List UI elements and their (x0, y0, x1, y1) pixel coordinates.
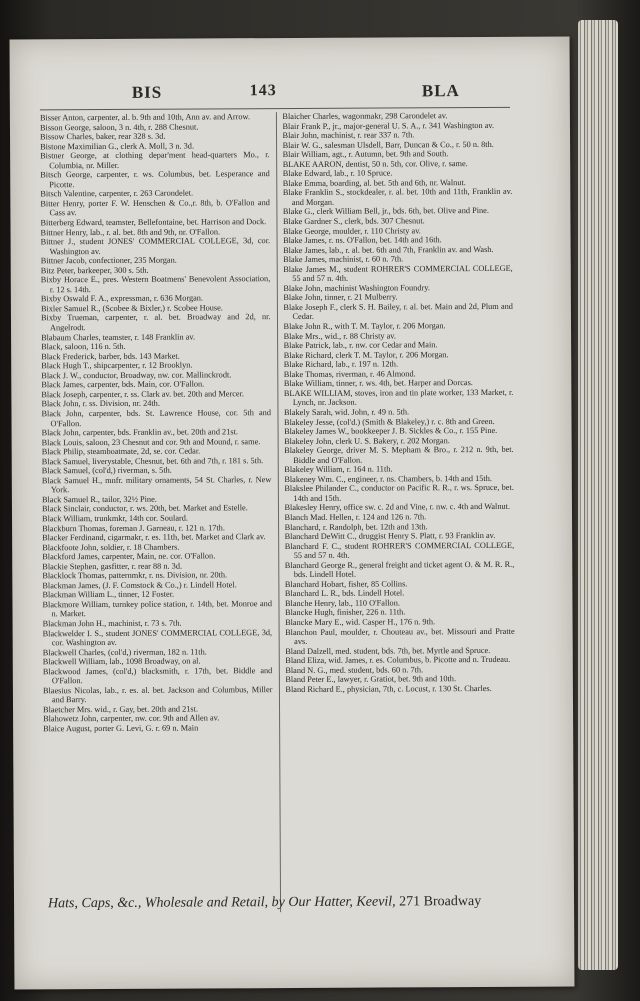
directory-entry: Black Philip, steamboatmate, 2d, se. cor. Cedar. (41, 446, 201, 457)
directory-entry: Blakeley George, driver M. S. Mepham & Bro., r. 212 n. 9th, bet. Biddle and O'Fallon. (284, 444, 514, 465)
directory-entry: Blake James, lab., r. al. bet. 6th and 7th, Franklin av. and Wash. (283, 244, 494, 255)
directory-entry: Blackford James, carpenter, Main, ne. cor. O'Fallon. (42, 551, 216, 562)
directory-entry: Black James, carpenter, bds. Main, cor. O'Fallon. (41, 379, 205, 390)
directory-entry: Bland Peter E., lawyer, r. Gratiot, bet. 9th and 10th. (285, 674, 457, 685)
directory-entry: Blanchard, r. Randolph, bet. 12th and 13th. (284, 521, 428, 532)
directory-entry: Blaicher Charles, wagonmakr, 298 Carondelet av. (282, 111, 448, 122)
header-rule (40, 107, 510, 110)
directory-entry: Bitsch Valentine, carpenter, r. 263 Carondelet. (40, 188, 194, 199)
directory-entry: Blake James, r. ns. O'Fallon, bet. 14th and 16th. (283, 235, 442, 246)
directory-entry: Blake Patrick, lab., r. nw. cor Cedar and Main. (283, 340, 438, 351)
header-left-guide-word: BIS (131, 82, 163, 102)
directory-entry: Bland Dalzell, med. student, bds. 7th, bet. Myrtle and Spruce. (285, 645, 491, 656)
directory-entry: Blanchard George R., general freight and ticket agent O. & M. R. R., bds. Lindell Hotel. (284, 559, 515, 580)
directory-entry: Bistone Maximilian G., clerk A. Moll, 3 n. 3d. (40, 141, 195, 151)
directory-entry: Blakeley John, clerk U. S. Bakery, r. 202 Morgan. (284, 435, 450, 446)
directory-entry: Bisson George, saloon, 3 n. 4th, r. 288 Chesnut. (39, 122, 199, 132)
directory-entry: Blaetcher Mrs. wid., r. Gay, bet. 20th and 21st. (43, 704, 199, 715)
directory-entry: Blanche Henry, lab., 110 O'Fallon. (284, 598, 400, 608)
directory-entry: Black Frederick, barber, bds. 143 Market. (41, 351, 180, 361)
directory-entry: Black Louis, saloon, 23 Chesnut and cor. 9th and Mound, r. same. (41, 436, 261, 447)
directory-entry: Blakeney Wm. C., engineer, r. ns. Chambers, b. 14th and 15th. (284, 473, 492, 484)
directory-entry: Blake Thomas, riverman, r. 46 Almond. (283, 369, 416, 379)
advertisement-footer (48, 894, 518, 912)
directory-entry: Black Samuel R., tailor, 32½ Pine. (41, 494, 157, 505)
directory-entry: Blakslee Philander C., conductor on Pacific R. R., r. ws. Spruce, bet. 14th and 15th. (284, 483, 514, 503)
directory-entry: Blake Joseph F., clerk S. H. Bailey, r. al. bet. Main and 2d, Plum and Cedar. (283, 301, 513, 322)
header-right-guide-word: BLA (421, 81, 460, 101)
directory-entry: Blair W. G., salesman Ulsdell, Barr, Duncan & Co., r. 50 n. 8th. (282, 139, 494, 150)
running-header (10, 81, 570, 106)
directory-entry: Blakeley Jesse, (col'd.) (Smith & Blakeley,) r. c. 8th and Green. (284, 416, 495, 427)
directory-entry: Blakeley William, r. 164 n. 11th. (284, 464, 393, 475)
directory-entry: Blakesley Henry, office sw. c. 2d and Vine, r. nw. c. 4th and Walnut. (284, 502, 511, 513)
right-column (282, 111, 516, 912)
directory-entry: Black J. W., conductor, Broadway, nw. cor. Mallinckrodt. (41, 370, 232, 381)
directory-entry: Bixby Oswald F. A., expressman, r. 636 Morgan. (40, 293, 204, 304)
directory-entry: Bissow Charles, baker, rear 328 s. 3d. (40, 131, 166, 142)
directory-entry: Blackmore William, turnkey police station, r. 14th, bet. Monroe and n. Market. (42, 598, 272, 619)
directory-entry: Bixler Samuel R., (Scobee & Bixler,) r. Scobee House. (40, 303, 223, 314)
directory-entry: Blake Richard, clerk T. M. Taylor, r. 206 Morgan. (283, 349, 449, 360)
directory-entry: Blackburn Thomas, foreman J. Garneau, r. 121 n. 17th. (42, 522, 225, 533)
directory-entry: Bitter Henry, porter F. W. Henschen & Co.,r. 8th, b. O'Fallon and Cass av. (40, 198, 270, 218)
directory-entry: Black William, trunkmkr, 14th cor. Soulard. (42, 513, 189, 524)
directory-entry: Blackie Stephen, gasfitter, r. rear 88 n. 3d. (42, 561, 183, 572)
directory-entry: Bland Richard E., physician, 7th, c. Locust, r. 130 St. Charles. (285, 683, 492, 694)
directory-entry: Blackwelder I. S., student JONES' COMMERCIAL COLLEGE, 3d, cor. Washington av. (42, 627, 273, 648)
directory-entry: Bittner Henry, lab., r. al. bet. 8th and 9th, nr. O'Fallon. (40, 226, 221, 237)
directory-entry: Black John, carpenter, bds. Franklin av., bet. 20th and 21st. (41, 427, 238, 438)
column-divider (275, 112, 280, 912)
directory-entry: Blancke Mary E., wid. Casper H., 176 n. 9th. (285, 617, 436, 628)
directory-entry: Black, saloon, 116 n. 5th. (41, 341, 126, 352)
directory-entry: Blake William, tinner, r. ws. 4th, bet. Harper and Dorcas. (283, 378, 473, 389)
directory-entry: Blanchard DeWitt C., druggist Henry S. Platt, r. 93 Franklin av. (284, 530, 496, 542)
left-column (40, 112, 274, 913)
footer-ad-middle: by Our Hatter, Keevil, (271, 894, 396, 911)
footer-ad-lead: Hats, Caps, &c., Wholesale and Retail, (48, 895, 269, 912)
directory-entry: BLAKE AARON, dentist, 50 n. 5th, cor. Olive, r. same. (282, 158, 468, 169)
directory-entry: Black Joseph, carpenter, r. ss. Clark av. bet. 20th and Mercer. (41, 389, 244, 400)
directory-entry: Blake John R., with T. M. Taylor, r. 206 Morgan. (283, 321, 446, 332)
directory-entry: Bistner George, at clothing depar'ment head-quarters Mo., r. Columbia, nr. Miller. (40, 150, 270, 171)
directory-entry: Bixby Trueman, carpenter, r. al. bet. Broadway and 2d, nr. Angelrodt. (40, 312, 271, 333)
directory-entry: Blacker Ferdinand, cigarmakr, r. es. 11th, bet. Market and Clark av. (42, 532, 266, 543)
directory-entry: Black Sinclair, conductor, r. ws. 20th, bet. Market and Estelle. (41, 503, 248, 514)
directory-entry: Blake Franklin S., stockdealer, r. al. bet. 10th and 11th, Franklin av. and Morgan. (282, 187, 513, 207)
directory-entry: Blanch Mad. Hellen, r. 124 and 126 n. 7th. (284, 512, 427, 523)
directory-entry: Black John, carpenter, bds. St. Lawrence House, cor. 5th and O'Fallon. (41, 408, 271, 428)
directory-entry: Bitsch George, carpenter, r. ws. Columbus, bet. Lesperance and Picotte. (40, 169, 270, 190)
footer-ad-address: 271 Broadway (399, 894, 482, 910)
page-edges-stack (578, 20, 618, 970)
directory-entry: Blakely Sarah, wid. John, r. 49 n. 5th. (283, 407, 410, 417)
entry-columns (40, 111, 516, 913)
directory-entry: Blake Gardner S., clerk, bds. 307 Chesnut. (282, 216, 425, 227)
directory-entry: Blake James, machinist, r. 60 n. 7th. (283, 254, 404, 265)
directory-entry: Bisser Anton, carpenter, al. b. 9th and 10th, Ann av. and Arrow. (39, 112, 251, 123)
directory-entry: Bittner Jacob, confectioner, 235 Morgan. (40, 255, 177, 266)
directory-entry: Blanchard F. C., student ROHRER'S COMMERCIAL COLLEGE, 55 and 57 n. 4th. (284, 540, 515, 561)
directory-entry: Blake Richard, lab., r. 197 n. 12th. (283, 359, 399, 370)
directory-entry: Bittner J., student JONES' COMMERCIAL COLLEGE, 3d, cor. Washington av. (40, 236, 271, 256)
directory-entry: Blake G., clerk William Bell, jr., bds. 6th, bet. Olive and Pine. (282, 206, 489, 217)
directory-entry: BLAKE WILLIAM, stoves, iron and tin plate worker, 133 Market, r. Lynch, nr. Jackson. (283, 387, 514, 408)
directory-entry: Black Samuel, (col'd,) riverman, s. 5th. (41, 465, 172, 476)
directory-entry: Blacklock Thomas, patternmkr, r. ns. Division, nr. 20th. (42, 570, 228, 581)
directory-entry: Black Samuel, liverystable, Chesnut, bet. 6th and 7th, r. 181 s. 5th. (41, 455, 264, 466)
directory-entry: Bland N. G., med. student, bds. 60 n. 7th. (285, 665, 424, 675)
directory-entry: Bixby Horace E., pres. Western Boatmens' Benevolent Association, r. 12 s. 14th. (40, 274, 271, 295)
directory-entry: Blake George, moulder, r. 110 Christy av. (283, 225, 421, 236)
directory-entry: Blanchard Hobart, fisher, 85 Collins. (284, 579, 408, 589)
directory-entry: Blair Frank P., jr., major-general U. S. A., r. 341 Washington av. (282, 120, 495, 131)
directory-entry: Blake Mrs., wid., r. 88 Christy av. (283, 331, 396, 341)
page-number: 143 (249, 82, 277, 100)
directory-entry: Blancke Hugh, finisher, 226 n. 11th. (284, 607, 406, 618)
directory-entry: Blabaum Charles, teamster, r. 148 Franklin av. (41, 332, 196, 342)
directory-entry: Blanchon Paul, moulder, r. Chouteau av., bet. Missouri and Pratte avs. (285, 626, 515, 647)
directory-entry: Blake James M., student ROHRER'S COMMERCIAL COLLEGE, 55 and 57 n. 4th. (283, 263, 513, 284)
directory-entry: Black John, r. ss. Division, nr. 24th. (41, 399, 160, 409)
directory-entry: Blanchard L. R., bds. Lindell Hotel. (284, 588, 405, 599)
directory-entry: Black Samuel H., mnfr. military ornaments, 54 St. Charles, r. New York. (41, 474, 272, 495)
directory-entry: Black Hugh T., shipcarpenter, r. 12 Brooklyn. (41, 360, 193, 371)
directory-entry: Blake Emma, boarding, al. bet. 5th and 6th, nr. Walnut. (282, 177, 466, 188)
directory-entry: Bitz Peter, barkeeper, 300 s. 5th. (40, 265, 149, 276)
directory-entry: Blahowetz John, carpenter, nw. cor. 9th and Allen av. (43, 713, 220, 724)
directory-entry: Blake John, machinist Washington Foundry. (283, 283, 430, 293)
directory-entry: Blackman William L., tinner, 12 Foster. (42, 589, 175, 600)
directory-entry: Bland Eliza, wid. James, r. es. Columbus, b. Picotte and n. Trudeau. (285, 655, 511, 666)
directory-entry: Blaesius Nicolas, lab., r. es. al. bet. Jackson and Columbus, Miller and Barry. (42, 684, 273, 705)
directory-entry: Blake John, tinner, r. 21 Mulberry. (283, 292, 398, 303)
directory-entry: Blair John, machinist, r. rear 337 n. 7th. (282, 130, 415, 141)
directory-entry: Blair William, agt., r. Autumn, bet. 9th and South. (282, 149, 449, 160)
directory-entry: Blackwell Charles, (col'd,) riverman, 182 n. 11th. (42, 647, 207, 657)
directory-entry: Blake Edward, lab., r. 10 Spruce. (282, 168, 393, 179)
directory-entry: Blackman James, (J. F. Comstock & Co.,) r. Lindell Hotel. (42, 580, 237, 591)
directory-entry: Blackman John H., machinist, r. 73 s. 7th. (42, 618, 182, 629)
directory-page (10, 37, 575, 990)
directory-entry: Blackfoote John, soldier, r. 18 Chambers. (42, 542, 180, 552)
directory-entry: Blackwood James, (col'd,) blacksmith, r. 17th, bet. Biddle and O'Fallon. (42, 665, 273, 686)
directory-entry: Blakeley James W., bookkeeper J. B. Sickles & Co., r. 155 Pine. (284, 425, 498, 437)
directory-entry: Blackwell William, lab., 1098 Broadway, on al. (42, 656, 201, 667)
directory-entry: Bitterberg Edward, teamster, Bellefontaine, bet. Harrison and Dock. (40, 217, 267, 228)
directory-entry: Blaice August, porter G. Levi, G. r. 69 n. Main (43, 723, 199, 734)
